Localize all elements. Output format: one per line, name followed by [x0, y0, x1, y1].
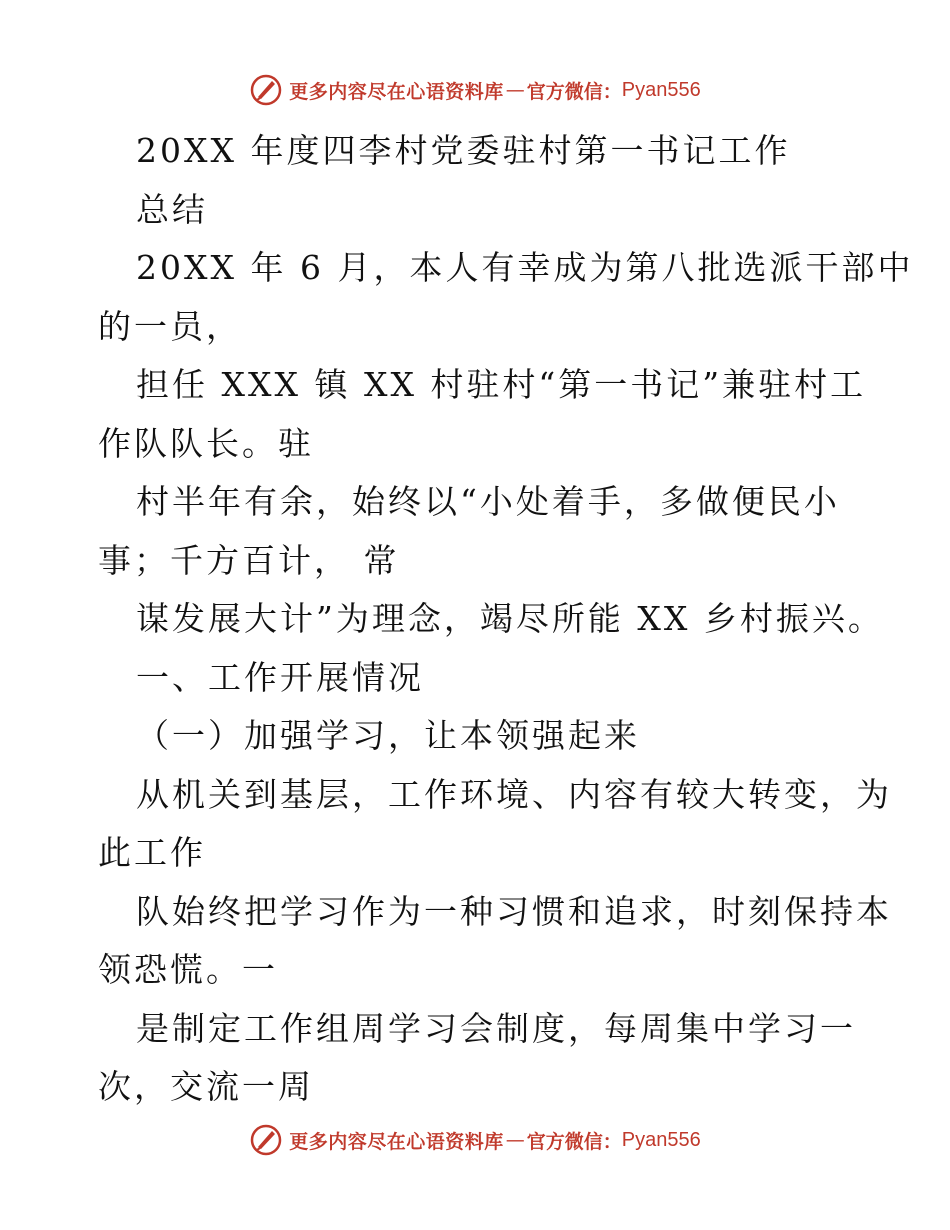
- banner-separator: —: [505, 79, 525, 101]
- paragraph-line: 20XX 年 6 月，本人有幸成为第八批选派干部中: [136, 248, 914, 287]
- banner-wechat-id: Pyan556: [621, 78, 701, 101]
- document-body: [98, 122, 914, 1117]
- paragraph-line: 担任 XXX 镇 XX 村驻村“第一书记”兼驻村工: [136, 365, 867, 404]
- header-banner: [0, 70, 950, 110]
- quill-pen-logo-icon: [249, 1123, 283, 1157]
- paragraph-line: 次，交流一周: [98, 1067, 314, 1106]
- paragraph-line: 从机关到基层，工作环境、内容有较大转变，为: [136, 774, 892, 814]
- paragraph-line: 谋发展大计”为理念，竭尽所能 XX 乡村振兴。: [136, 599, 884, 638]
- paragraph-line: 队始终把学习作为一种习惯和追求，时刻保持本: [136, 891, 892, 931]
- banner-wechat-id: Pyan556: [621, 1128, 701, 1151]
- banner-slogan: 更多内容尽在心语资料库: [289, 80, 504, 103]
- banner-slogan: 更多内容尽在心语资料库: [289, 1130, 504, 1153]
- title-line-2: 总结: [136, 189, 208, 229]
- section-heading: 一、工作开展情况: [136, 657, 424, 697]
- banner-wechat-label: 官方微信：: [526, 1130, 622, 1153]
- quill-pen-logo-icon: [249, 73, 283, 107]
- banner-wechat-label: 官方微信：: [526, 80, 622, 103]
- paragraph-line: 事；千方百计， 常: [98, 540, 400, 580]
- paragraph-line: 的一员，: [98, 306, 242, 346]
- title-line-1: 20XX 年度四李村党委驻村第一书记工作: [136, 131, 791, 170]
- paragraph-line: 此工作: [98, 833, 206, 872]
- subsection-heading: （一）加强学习，让本领强起来: [136, 716, 640, 755]
- paragraph-line: 村半年有余，始终以“小处着手，多做便民小: [136, 482, 840, 521]
- footer-banner: [0, 1120, 950, 1160]
- paragraph-line: 是制定工作组周学习会制度，每周集中学习一: [136, 1008, 856, 1048]
- banner-separator: —: [505, 1129, 525, 1151]
- paragraph-line: 作队队长。驻: [98, 423, 314, 463]
- paragraph-line: 领恐慌。一: [98, 950, 278, 989]
